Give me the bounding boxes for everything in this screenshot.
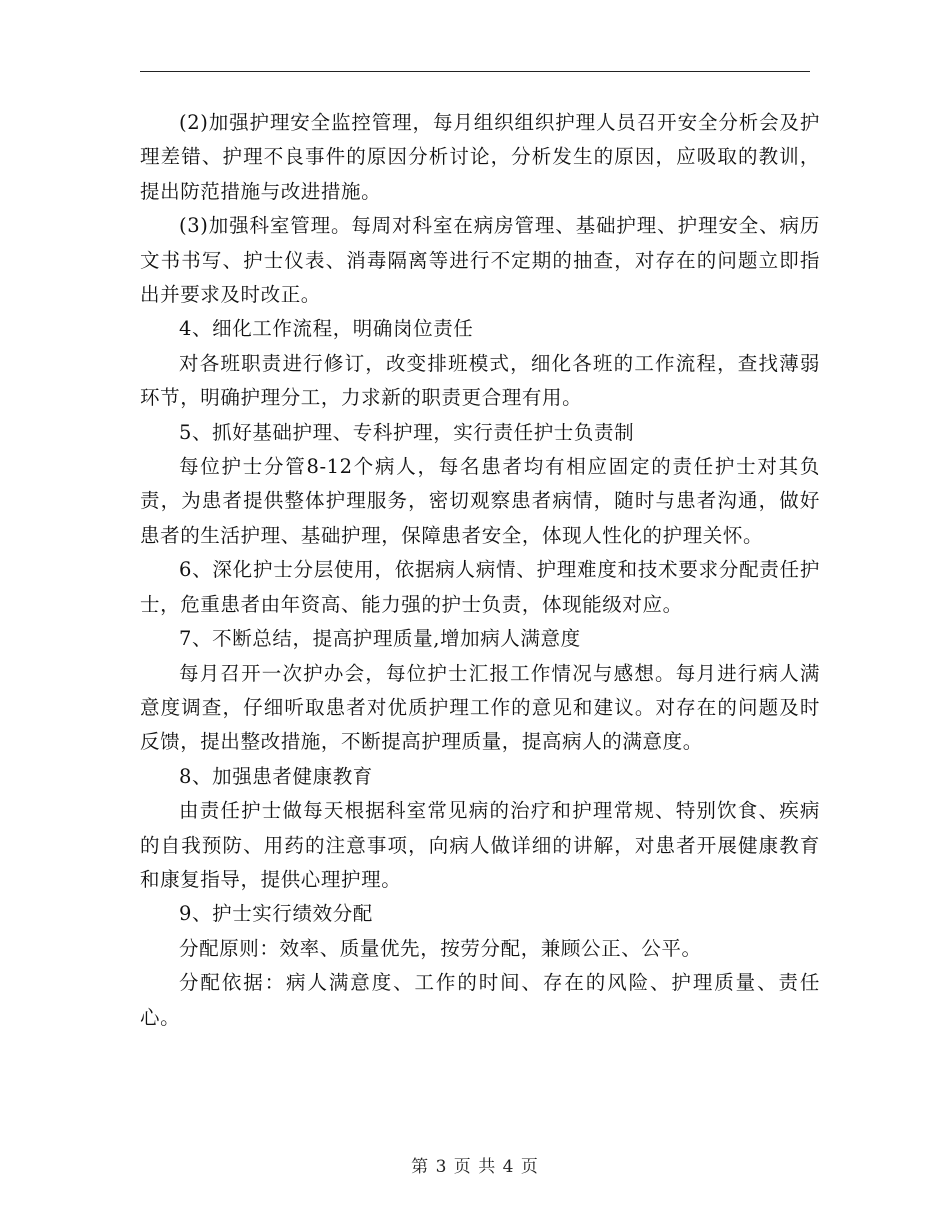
- heading-performance-pay: 9、护士实行绩效分配: [179, 902, 373, 926]
- page-number-footer: 第 3 页 共 4 页: [411, 1157, 539, 1177]
- paragraph-safety-monitoring: (2)加强护理安全监控管理，每月组织组织护理人员召开安全分析会及护理差错、护理不良事件的原因分析讨论，分析发生的原因，应吸取的教训，提出防范措施与改进措施。: [140, 111, 820, 203]
- paragraph-workflow: 对各班职责进行修订，改变排班模式，细化各班的工作流程，查找薄弱环节，明确护理分工，力求新的职责更合理有用。: [140, 351, 820, 410]
- header-divider: [140, 71, 810, 72]
- heading-workflow: 4、细化工作流程，明确岗位责任: [179, 317, 474, 341]
- paragraph-allocation-principle: 分配原则：效率、质量优先，按劳分配，兼顾公正、公平。: [179, 936, 702, 960]
- heading-health-education: 8、加强患者健康教育: [179, 764, 373, 788]
- paragraph-allocation-basis: 分配依据：病人满意度、工作的时间、存在的风险、护理质量、责任心。: [140, 971, 820, 1029]
- document-body: [140, 106, 820, 1035]
- heading-basic-care: 5、抓好基础护理、专科护理，实行责任护士负责制: [179, 420, 635, 444]
- heading-quality: 7、不断总结，提高护理质量,增加病人满意度: [179, 627, 581, 651]
- paragraph-health-education: 由责任护士做每天根据科室常见病的治疗和护理常规、特别饮食、疾病的自我预防、用药的注意事项，向病人做详细的讲解，对患者开展健康教育和康复指导，提供心理护理。: [140, 799, 820, 891]
- paragraph-basic-care: 每位护士分管8-12个病人，每名患者均有相应固定的责任护士对其负责，为患者提供整体护理服务，密切观察患者病情，随时与患者沟通，做好患者的生活护理、基础护理，保障患者安全，体现人性化的护理关怀。: [140, 455, 820, 547]
- paragraph-quality: 每月召开一次护办会，每位护士汇报工作情况与感想。每月进行病人满意度调查，仔细听取患者对优质护理工作的意见和建议。对存在的问题及时反馈，提出整改措施，不断提高护理质量，提高病人的满意度。: [140, 661, 820, 754]
- paragraph-department-management: (3)加强科室管理。每周对科室在病房管理、基础护理、护理安全、病历文书书写、护士仪表、消毒隔离等进行不定期的抽查，对存在的问题立即指出并要求及时改正。: [140, 214, 820, 307]
- paragraph-tiered-staffing: 6、深化护士分层使用，依据病人病情、护理难度和技术要求分配责任护士，危重患者由年资高、能力强的护士负责，体现能级对应。: [140, 558, 820, 616]
